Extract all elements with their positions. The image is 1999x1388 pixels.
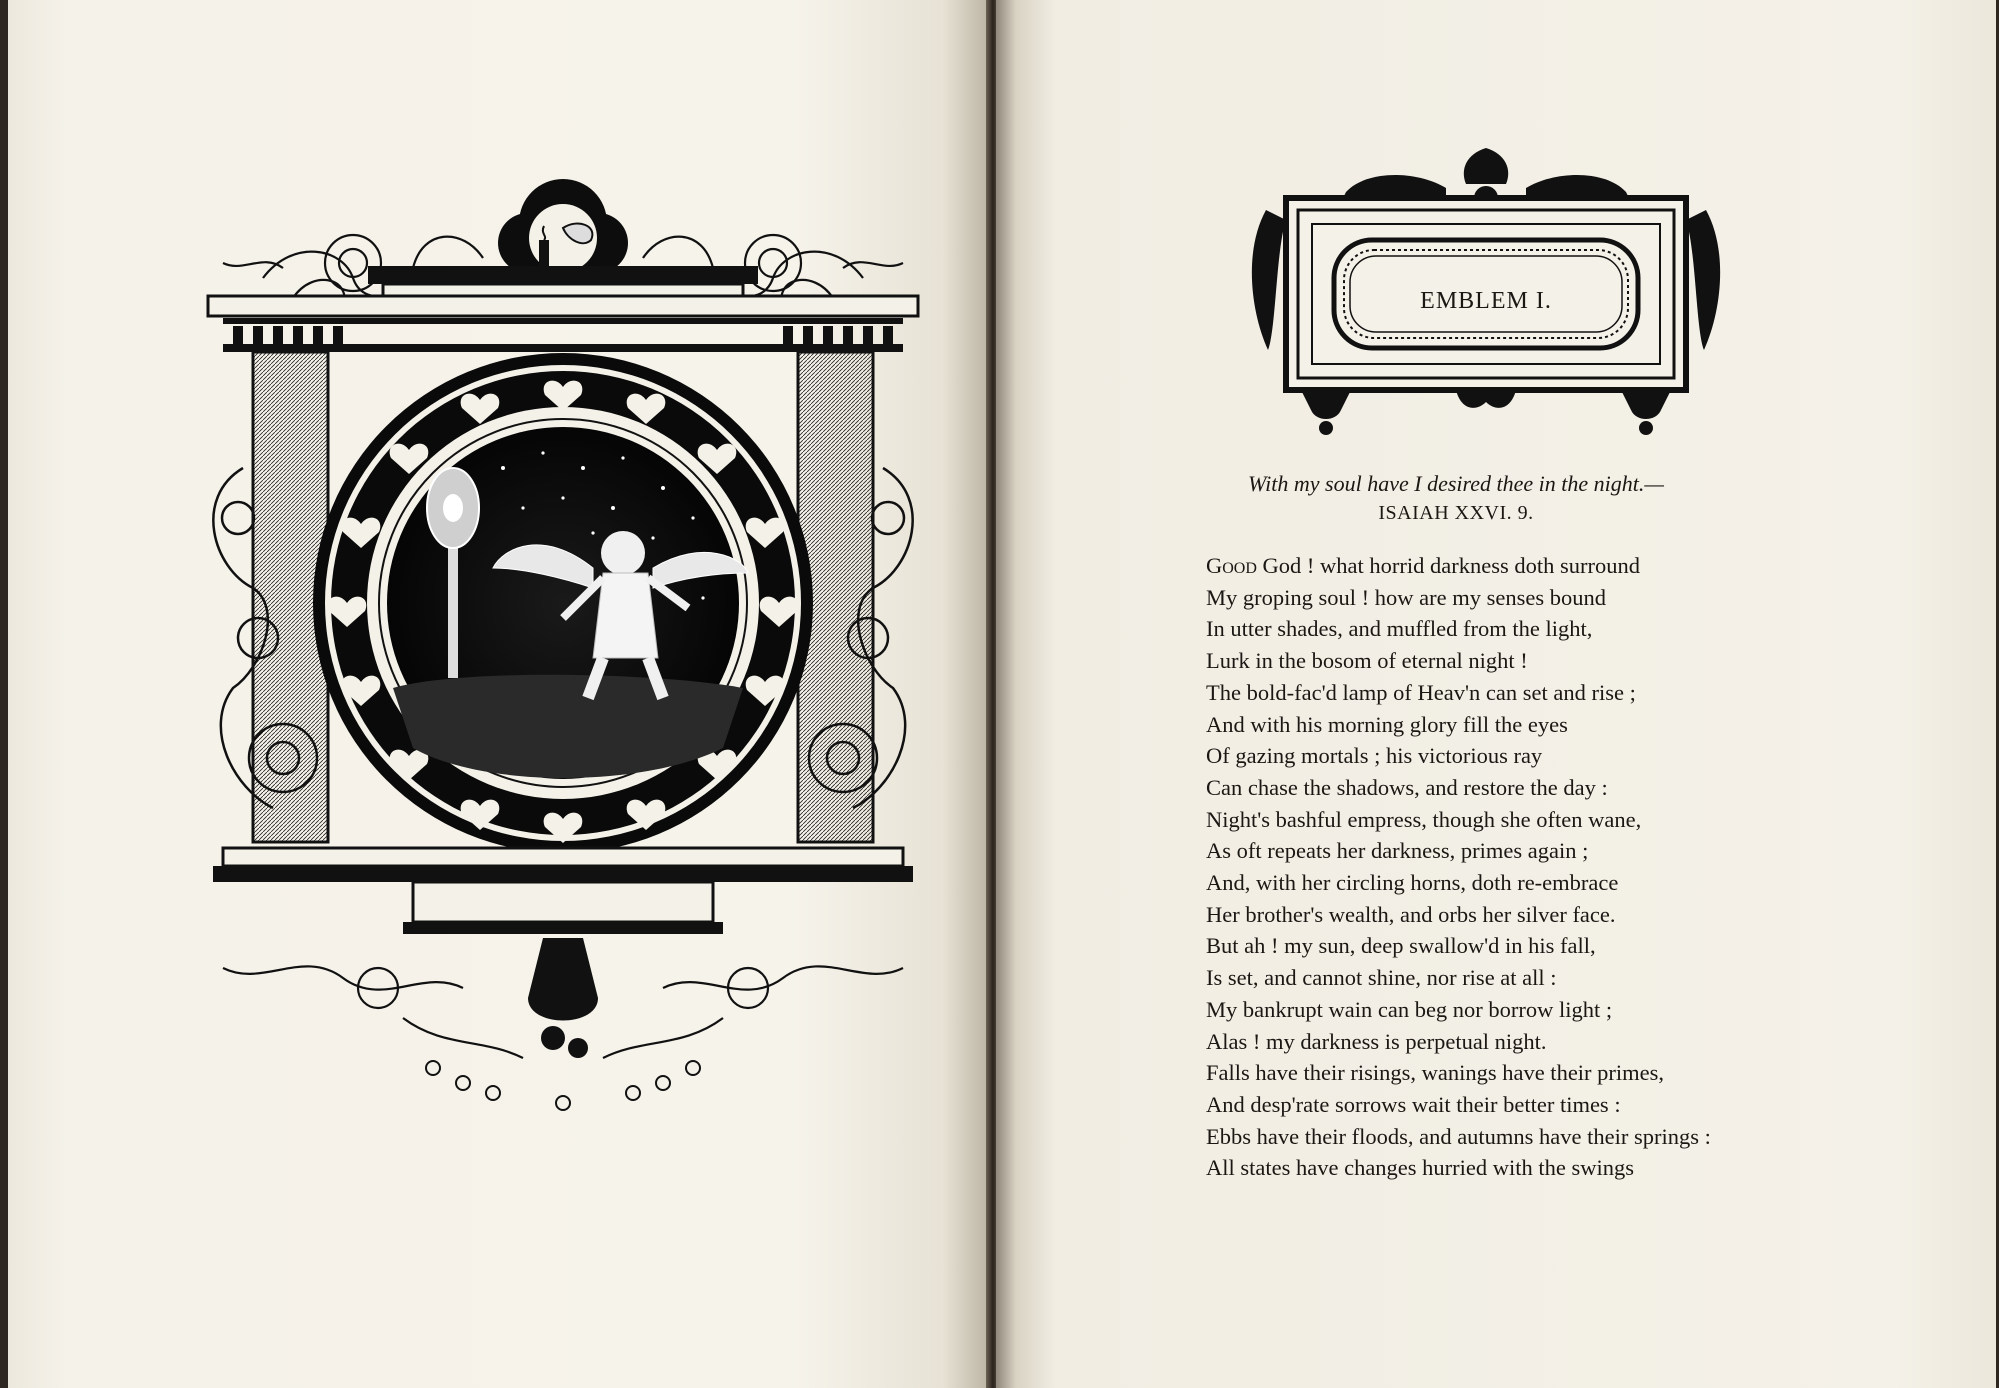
poem-line: Of gazing mortals ; his victorious ray — [1206, 743, 1543, 769]
poem-line: And desp'rate sorrows wait their better times : — [1206, 1091, 1621, 1117]
poem-line: Night's bashful empress, though she often wane, — [1206, 806, 1642, 832]
emblem-engraving — [203, 168, 923, 1128]
poem-line — [1206, 550, 1866, 582]
poem-line: My groping soul ! how are my senses bound — [1206, 584, 1606, 610]
poem-first-word: Good — [1206, 553, 1257, 578]
poem-line: All states have changes hurried with the swings — [1206, 1155, 1635, 1181]
epigraph-quote: With my soul have I desired thee in the night.— — [1248, 471, 1664, 496]
emblem-title: EMBLEM I. — [1420, 288, 1552, 314]
engraving-artwork — [203, 168, 923, 1128]
poem-line: But ah ! my sun, deep swallow'd in his fall, — [1206, 933, 1596, 959]
poem-line: As oft repeats her darkness, primes again ; — [1206, 838, 1589, 864]
poem-line: My bankrupt wain can beg nor borrow light ; — [1206, 996, 1613, 1022]
poem-line: Ebbs have their floods, and autumns have their springs : — [1206, 1123, 1711, 1149]
poem-line: Alas ! my darkness is perpetual night. — [1206, 1028, 1547, 1054]
poem-text — [1206, 550, 1866, 1184]
poem-line: In utter shades, and muffled from the light, — [1206, 616, 1593, 642]
poem-line: Can chase the shadows, and restore the day : — [1206, 774, 1608, 800]
epigraph — [1206, 470, 1706, 528]
emblem-title-cartouche — [1246, 140, 1726, 450]
poem-line: And with his morning glory fill the eyes — [1206, 711, 1568, 737]
right-page — [996, 0, 1996, 1388]
poem-line: Her brother's wealth, and orbs her silver face. — [1206, 901, 1616, 927]
poem-line: The bold-fac'd lamp of Heav'n can set and rise ; — [1206, 679, 1636, 705]
poem-line: And, with her circling horns, doth re-embrace — [1206, 870, 1619, 896]
poem-line: Is set, and cannot shine, nor rise at all : — [1206, 965, 1557, 991]
poem-first-line-rest: God ! what horrid darkness doth surround — [1256, 553, 1640, 578]
poem-line: Lurk in the bosom of eternal night ! — [1206, 648, 1528, 674]
left-page — [8, 0, 992, 1388]
poem-line: Falls have their risings, wanings have their primes, — [1206, 1060, 1665, 1086]
epigraph-reference: ISAIAH XXVI. 9. — [1378, 502, 1534, 524]
